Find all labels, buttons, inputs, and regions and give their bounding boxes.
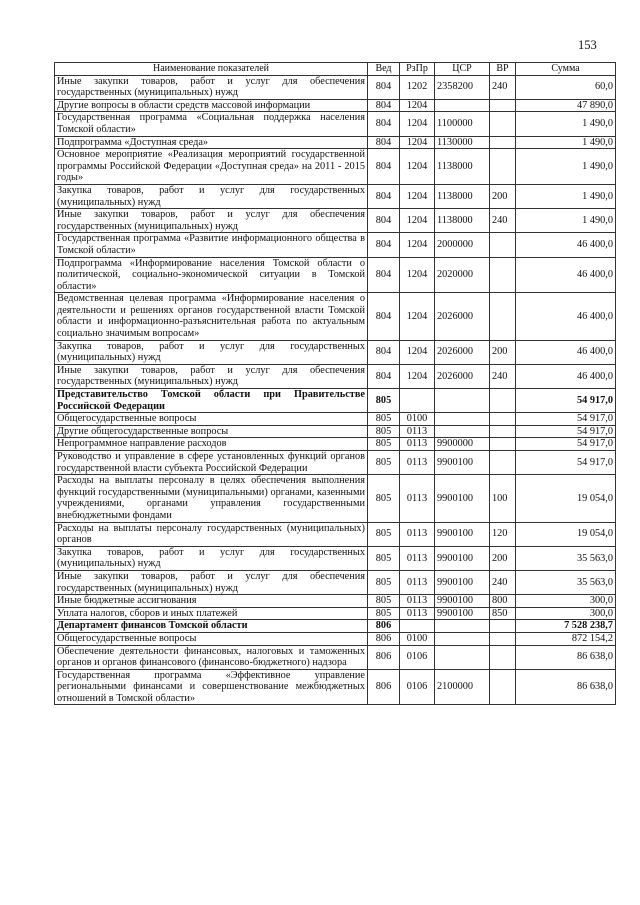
row-csr: 9900100 (435, 451, 490, 475)
row-ved: 804 (368, 257, 400, 293)
row-rzpr: 1204 (400, 99, 435, 112)
row-rzpr: 0113 (400, 546, 435, 570)
row-name: Иные закупки товаров, работ и услуг для обеспечения государственных (муниципальных) нужд (55, 570, 368, 594)
row-ved: 804 (368, 112, 400, 136)
row-vr (490, 293, 516, 340)
row-name: Иные закупки товаров, работ и услуг для обеспечения государственных (муниципальных) нужд (55, 75, 368, 99)
row-rzpr: 0113 (400, 522, 435, 546)
row-ved: 805 (368, 595, 400, 608)
row-sum: 1 490,0 (516, 149, 616, 185)
row-csr: 9900100 (435, 546, 490, 570)
row-rzpr: 0113 (400, 475, 435, 522)
table-row (55, 75, 616, 99)
row-csr (435, 645, 490, 669)
row-sum: 54 917,0 (516, 389, 616, 413)
row-vr (490, 451, 516, 475)
row-name: Общегосударственные вопросы (55, 632, 368, 645)
table-row (55, 149, 616, 185)
row-csr (435, 99, 490, 112)
header-name: Наименование показателей (55, 63, 368, 76)
row-rzpr: 1204 (400, 209, 435, 233)
row-csr: 1138000 (435, 209, 490, 233)
row-sum: 19 054,0 (516, 475, 616, 522)
table-row (55, 209, 616, 233)
row-sum: 872 154,2 (516, 632, 616, 645)
row-rzpr: 0113 (400, 607, 435, 620)
row-name: Государственная программа «Социальная поддержка населения Томской области» (55, 112, 368, 136)
row-ved: 804 (368, 293, 400, 340)
row-ved: 804 (368, 209, 400, 233)
row-ved: 806 (368, 669, 400, 705)
row-vr (490, 425, 516, 438)
table-row (55, 233, 616, 257)
table-row (55, 669, 616, 705)
table-row (55, 257, 616, 293)
row-sum: 35 563,0 (516, 570, 616, 594)
header-rzpr: РзПр (400, 63, 435, 76)
row-vr (490, 112, 516, 136)
row-vr (490, 413, 516, 426)
row-ved: 806 (368, 632, 400, 645)
table-row (55, 99, 616, 112)
row-rzpr: 0106 (400, 645, 435, 669)
row-ved: 804 (368, 75, 400, 99)
row-csr (435, 632, 490, 645)
row-vr: 200 (490, 184, 516, 208)
row-sum: 1 490,0 (516, 136, 616, 149)
row-csr: 9900100 (435, 595, 490, 608)
row-ved: 805 (368, 475, 400, 522)
row-name: Иные закупки товаров, работ и услуг для обеспечения государственных (муниципальных) нужд (55, 364, 368, 388)
table-row (55, 451, 616, 475)
row-csr: 1100000 (435, 112, 490, 136)
row-csr: 1138000 (435, 184, 490, 208)
row-name: Руководство и управление в сфере установленных функций органов государственной власти субъекта Российской Федерации (55, 451, 368, 475)
row-name: Общегосударственные вопросы (55, 413, 368, 426)
row-name: Другие вопросы в области средств массовой информации (55, 99, 368, 112)
row-csr: 1138000 (435, 149, 490, 185)
row-csr: 9900000 (435, 438, 490, 451)
table-row (55, 475, 616, 522)
row-csr: 9900100 (435, 522, 490, 546)
row-name: Расходы на выплаты персоналу государственных (муниципальных) органов (55, 522, 368, 546)
row-ved: 805 (368, 425, 400, 438)
table-row (55, 340, 616, 364)
row-name: Обеспечение деятельности финансовых, налоговых и таможенных органов и органов финансового (финансово-бюджетного) надзора (55, 645, 368, 669)
row-sum: 86 638,0 (516, 645, 616, 669)
row-sum: 46 400,0 (516, 233, 616, 257)
table-row (55, 136, 616, 149)
row-rzpr (400, 620, 435, 633)
row-vr (490, 149, 516, 185)
row-sum: 46 400,0 (516, 293, 616, 340)
row-sum: 46 400,0 (516, 340, 616, 364)
row-csr: 2000000 (435, 233, 490, 257)
row-ved: 804 (368, 340, 400, 364)
row-rzpr: 1204 (400, 340, 435, 364)
row-name: Расходы на выплаты персоналу в целях обеспечения выполнения функций государственными (муниципальными) органами, казенными учреждениями, органами управления государственными внебюджетными фондами (55, 475, 368, 522)
row-vr: 800 (490, 595, 516, 608)
row-csr: 2026000 (435, 364, 490, 388)
row-sum: 300,0 (516, 595, 616, 608)
table-row (55, 570, 616, 594)
row-rzpr: 0113 (400, 425, 435, 438)
row-sum: 1 490,0 (516, 112, 616, 136)
table-row (55, 632, 616, 645)
row-vr (490, 233, 516, 257)
row-vr: 240 (490, 75, 516, 99)
row-vr (490, 438, 516, 451)
row-sum: 54 917,0 (516, 438, 616, 451)
row-rzpr: 0106 (400, 669, 435, 705)
row-csr: 1130000 (435, 136, 490, 149)
row-ved: 805 (368, 570, 400, 594)
table-row (55, 293, 616, 340)
row-rzpr: 0113 (400, 570, 435, 594)
row-vr (490, 620, 516, 633)
row-name: Представительство Томской области при Правительстве Российской Федерации (55, 389, 368, 413)
table-header-row (55, 63, 616, 76)
row-ved: 804 (368, 149, 400, 185)
row-rzpr: 0113 (400, 451, 435, 475)
row-rzpr: 0113 (400, 595, 435, 608)
row-csr: 2020000 (435, 257, 490, 293)
row-ved: 804 (368, 233, 400, 257)
row-name: Закупка товаров, работ и услуг для государственных (муниципальных) нужд (55, 184, 368, 208)
row-vr: 240 (490, 209, 516, 233)
row-rzpr (400, 389, 435, 413)
row-ved: 806 (368, 645, 400, 669)
row-vr: 200 (490, 546, 516, 570)
row-rzpr: 1204 (400, 149, 435, 185)
row-name: Основное мероприятие «Реализация мероприятий государственной программы Российской Федерации «Доступная среда» на 2011 - 2015 годы» (55, 149, 368, 185)
header-vr: ВР (490, 63, 516, 76)
table-row (55, 595, 616, 608)
row-name: Ведомственная целевая программа «Информирование населения о деятельности и решениях органов государственной власти Томской области и информационно-разъяснительная работа по актуальным социально значимым вопросам» (55, 293, 368, 340)
row-rzpr: 1204 (400, 257, 435, 293)
row-sum: 46 400,0 (516, 364, 616, 388)
row-rzpr: 1204 (400, 293, 435, 340)
row-name: Уплата налогов, сборов и иных платежей (55, 607, 368, 620)
row-vr: 240 (490, 570, 516, 594)
row-ved: 805 (368, 607, 400, 620)
row-csr: 2100000 (435, 669, 490, 705)
row-name: Подпрограмма «Доступная среда» (55, 136, 368, 149)
row-vr: 120 (490, 522, 516, 546)
table-row (55, 607, 616, 620)
row-vr (490, 632, 516, 645)
row-ved: 804 (368, 99, 400, 112)
table-row (55, 389, 616, 413)
row-name: Государственная программа «Развитие информационного общества в Томской области» (55, 233, 368, 257)
row-rzpr: 1204 (400, 233, 435, 257)
row-sum: 300,0 (516, 607, 616, 620)
row-sum: 60,0 (516, 75, 616, 99)
row-ved: 805 (368, 413, 400, 426)
budget-table (54, 62, 616, 705)
row-ved: 806 (368, 620, 400, 633)
header-sum: Сумма (516, 63, 616, 76)
row-ved: 804 (368, 136, 400, 149)
row-csr: 2026000 (435, 340, 490, 364)
table-row (55, 522, 616, 546)
row-rzpr: 1204 (400, 136, 435, 149)
row-sum: 1 490,0 (516, 209, 616, 233)
row-name: Подпрограмма «Информирование населения Томской области о политической, социально-экономической ситуации в Томской области» (55, 257, 368, 293)
table-row (55, 645, 616, 669)
row-name: Иные бюджетные ассигнования (55, 595, 368, 608)
row-vr: 240 (490, 364, 516, 388)
row-name: Непрограммное направление расходов (55, 438, 368, 451)
row-rzpr: 0100 (400, 413, 435, 426)
row-sum: 54 917,0 (516, 451, 616, 475)
row-vr (490, 136, 516, 149)
table-row (55, 425, 616, 438)
row-sum: 54 917,0 (516, 413, 616, 426)
row-rzpr: 0113 (400, 438, 435, 451)
row-csr (435, 620, 490, 633)
row-name: Другие общегосударственные вопросы (55, 425, 368, 438)
row-rzpr: 1204 (400, 184, 435, 208)
row-vr: 200 (490, 340, 516, 364)
table-row (55, 438, 616, 451)
row-ved: 805 (368, 522, 400, 546)
row-ved: 805 (368, 546, 400, 570)
row-ved: 805 (368, 389, 400, 413)
row-name: Иные закупки товаров, работ и услуг для обеспечения государственных (муниципальных) нужд (55, 209, 368, 233)
row-csr: 2358200 (435, 75, 490, 99)
row-sum: 86 638,0 (516, 669, 616, 705)
row-name: Закупка товаров, работ и услуг для государственных (муниципальных) нужд (55, 340, 368, 364)
header-ved: Вед (368, 63, 400, 76)
table-row (55, 364, 616, 388)
row-csr (435, 389, 490, 413)
row-sum: 35 563,0 (516, 546, 616, 570)
row-vr: 850 (490, 607, 516, 620)
row-name: Государственная программа «Эффективное управление региональными финансами и совершенствование межбюджетных отношений в Томской области» (55, 669, 368, 705)
row-vr (490, 257, 516, 293)
row-vr (490, 669, 516, 705)
row-name: Департамент финансов Томской области (55, 620, 368, 633)
row-csr: 9900100 (435, 607, 490, 620)
row-rzpr: 1202 (400, 75, 435, 99)
row-sum: 19 054,0 (516, 522, 616, 546)
table-row (55, 413, 616, 426)
table-row (55, 184, 616, 208)
header-csr: ЦСР (435, 63, 490, 76)
table-row (55, 546, 616, 570)
row-csr (435, 425, 490, 438)
table-row (55, 620, 616, 633)
row-ved: 805 (368, 438, 400, 451)
row-vr: 100 (490, 475, 516, 522)
row-sum: 7 528 238,7 (516, 620, 616, 633)
table-row (55, 112, 616, 136)
row-ved: 805 (368, 451, 400, 475)
row-csr: 2026000 (435, 293, 490, 340)
row-sum: 54 917,0 (516, 425, 616, 438)
page-number: 153 (578, 38, 597, 52)
row-name: Закупка товаров, работ и услуг для государственных (муниципальных) нужд (55, 546, 368, 570)
row-sum: 1 490,0 (516, 184, 616, 208)
row-csr: 9900100 (435, 570, 490, 594)
row-vr (490, 99, 516, 112)
row-sum: 46 400,0 (516, 257, 616, 293)
row-vr (490, 389, 516, 413)
row-ved: 804 (368, 184, 400, 208)
row-rzpr: 0100 (400, 632, 435, 645)
row-sum: 47 890,0 (516, 99, 616, 112)
row-ved: 804 (368, 364, 400, 388)
row-csr: 9900100 (435, 475, 490, 522)
row-rzpr: 1204 (400, 364, 435, 388)
row-csr (435, 413, 490, 426)
row-vr (490, 645, 516, 669)
row-rzpr: 1204 (400, 112, 435, 136)
